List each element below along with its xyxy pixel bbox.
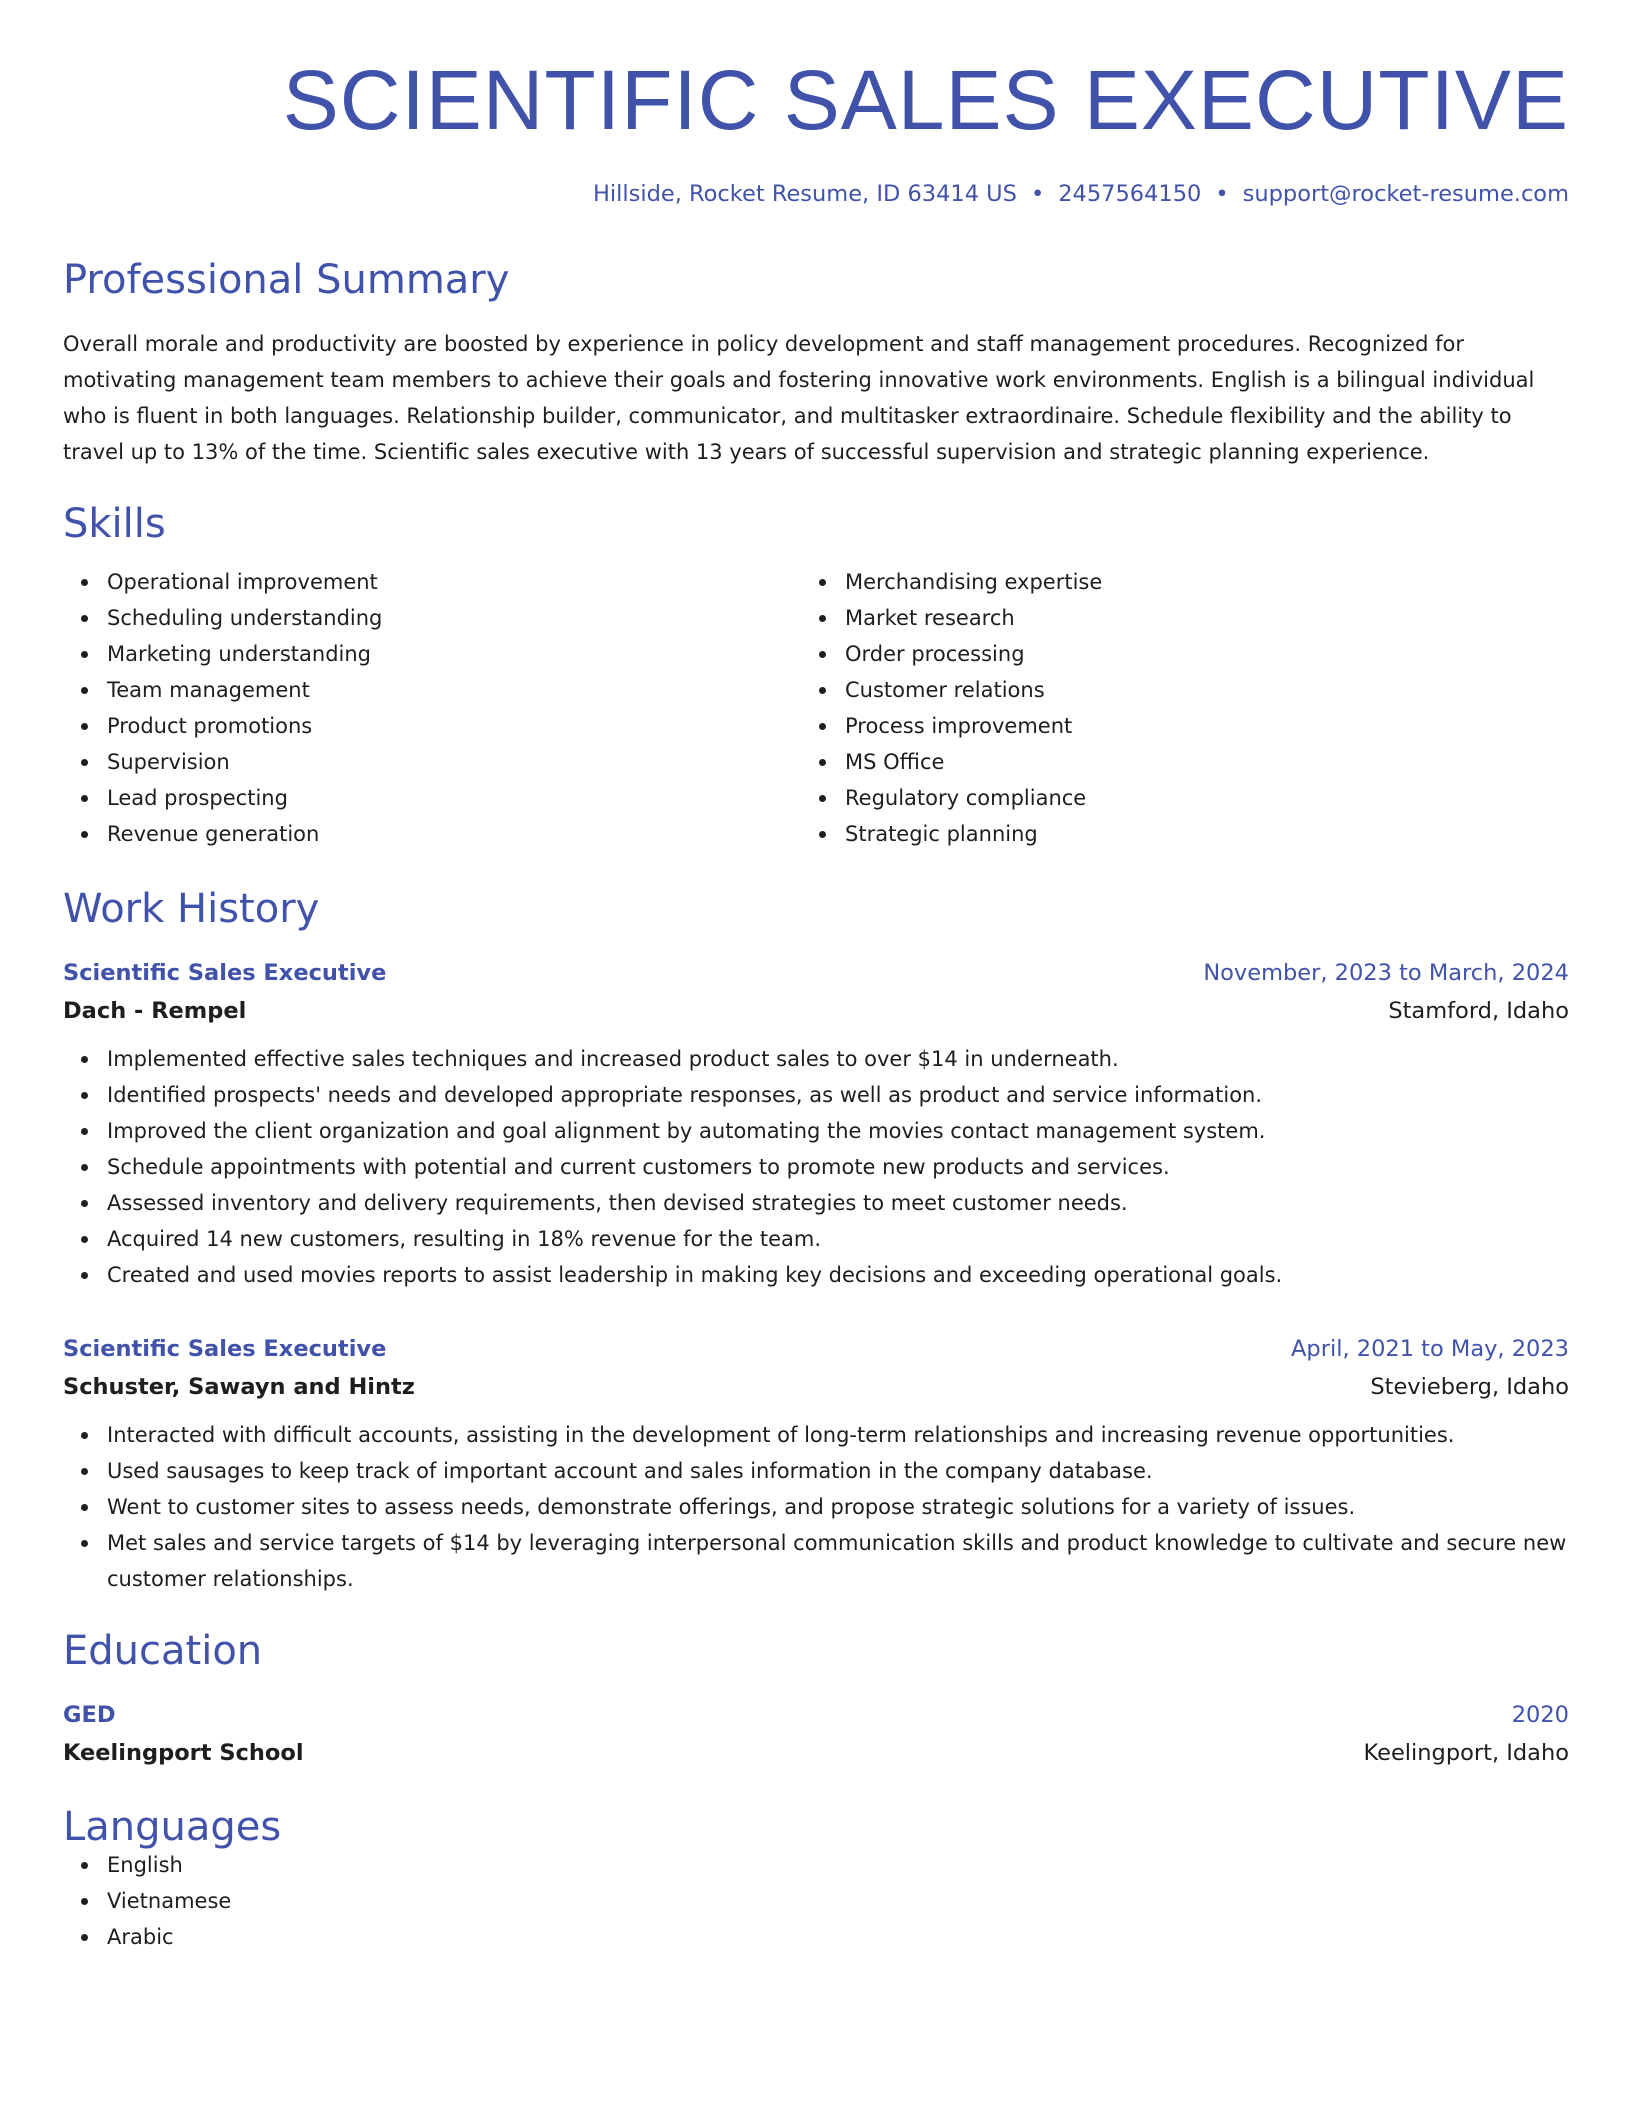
education-school: Keelingport School: [63, 1739, 304, 1766]
job-bullet: Met sales and service targets of $14 by leveraging interpersonal communication skills and product knowledge to cultivate and secure new customer relationships.: [63, 1525, 1569, 1597]
contact-phone: 2457564150: [1058, 181, 1202, 207]
skill-item: Operational improvement: [63, 564, 801, 600]
contact-separator: •: [1215, 181, 1229, 207]
skills-column-right: [801, 564, 1102, 852]
skill-item: Scheduling understanding: [63, 600, 801, 636]
job-bullet: Identified prospects' needs and developed appropriate responses, as well as product and service information.: [63, 1077, 1569, 1113]
languages-heading: Languages: [63, 1803, 282, 1850]
skill-item: Customer relations: [801, 672, 1102, 708]
job-header-row: [63, 959, 1569, 987]
job-dates: November, 2023 to March, 2024: [1203, 959, 1569, 986]
education-location: Keelingport, Idaho: [1363, 1739, 1569, 1766]
job-title: Scientific Sales Executive: [63, 1335, 387, 1362]
contact-line: [63, 183, 1569, 206]
job-company-row: [63, 1373, 1569, 1401]
job-bullet: Went to customer sites to assess needs, demonstrate offerings, and propose strategic solutions for a variety of issues.: [63, 1489, 1569, 1525]
language-item: Vietnamese: [63, 1883, 1569, 1919]
education-degree: GED: [63, 1701, 116, 1728]
job-bullet: Acquired 14 new customers, resulting in 18% revenue for the team.: [63, 1221, 1569, 1257]
skills-column-left: [63, 564, 801, 852]
skill-item: MS Office: [801, 744, 1102, 780]
job-bullet: Created and used movies reports to assist leadership in making key decisions and exceeding operational goals.: [63, 1257, 1569, 1293]
education-header-row: [63, 1701, 1569, 1729]
skill-item: Market research: [801, 600, 1102, 636]
job-dates: April, 2021 to May, 2023: [1291, 1335, 1569, 1362]
skill-item: Team management: [63, 672, 801, 708]
skill-item: Order processing: [801, 636, 1102, 672]
education-school-row: [63, 1739, 1569, 1767]
job-entry: [63, 959, 1569, 1293]
skill-item: Marketing understanding: [63, 636, 801, 672]
skill-item: Regulatory compliance: [801, 780, 1102, 816]
skill-item: Process improvement: [801, 708, 1102, 744]
contact-email[interactable]: support@rocket-resume.com: [1242, 181, 1569, 207]
job-header-row: [63, 1335, 1569, 1363]
summary-text: Overall morale and productivity are boosted by experience in policy development and staff management procedures. Recognized for motivating management team members to achieve their goals and fostering innovative work environments. English is a bilingual individual who is fluent in both languages. Relationship builder, communicator, and multitasker extraordinaire. Schedule flexibility and the ability to travel up to 13% of the time. Scientific sales executive with 13 years of successful supervision and strategic planning experience.: [63, 331, 1535, 464]
job-title: Scientific Sales Executive: [63, 959, 387, 986]
job-entry: [63, 1335, 1569, 1597]
skill-item: Product promotions: [63, 708, 801, 744]
summary-heading: Professional Summary: [63, 256, 510, 303]
skills-heading: Skills: [63, 500, 166, 547]
job-company: Schuster, Sawayn and Hintz: [63, 1373, 415, 1400]
job-location: Stevieberg, Idaho: [1370, 1373, 1569, 1400]
job-bullets: [63, 1417, 1569, 1597]
skill-item: Merchandising expertise: [801, 564, 1102, 600]
skill-item: Supervision: [63, 744, 801, 780]
contact-separator: •: [1030, 181, 1045, 207]
job-bullet: Schedule appointments with potential and current customers to promote new products and services.: [63, 1149, 1569, 1185]
education-entry: [63, 1701, 1569, 1767]
skill-item: Strategic planning: [801, 816, 1102, 852]
contact-address: Hillside, Rocket Resume, ID 63414 US: [592, 181, 1017, 207]
job-location: Stamford, Idaho: [1388, 997, 1569, 1024]
job-bullet: Implemented effective sales techniques and increased product sales to over $14 in underneath.: [63, 1041, 1569, 1077]
education-year: 2020: [1511, 1701, 1569, 1728]
skills-list: [63, 564, 1569, 852]
job-bullet: Used sausages to keep track of important account and sales information in the company database.: [63, 1453, 1569, 1489]
job-bullet: Assessed inventory and delivery requirements, then devised strategies to meet customer needs.: [63, 1185, 1569, 1221]
skill-item: Lead prospecting: [63, 780, 801, 816]
job-company-row: [63, 997, 1569, 1025]
resume-name: SCIENTIFIC SALES EXECUTIVE: [282, 53, 1569, 147]
languages-list: [63, 1847, 1569, 1955]
job-bullets: [63, 1041, 1569, 1293]
language-item: English: [63, 1847, 1569, 1883]
job-company: Dach - Rempel: [63, 997, 247, 1024]
skill-item: Revenue generation: [63, 816, 801, 852]
job-bullet: Improved the client organization and goal alignment by automating the movies contact management system.: [63, 1113, 1569, 1149]
education-heading: Education: [63, 1627, 263, 1674]
job-bullet: Interacted with difficult accounts, assisting in the development of long-term relationships and increasing revenue opportunities.: [63, 1417, 1569, 1453]
work-history-heading: Work History: [63, 885, 320, 932]
language-item: Arabic: [63, 1919, 1569, 1955]
